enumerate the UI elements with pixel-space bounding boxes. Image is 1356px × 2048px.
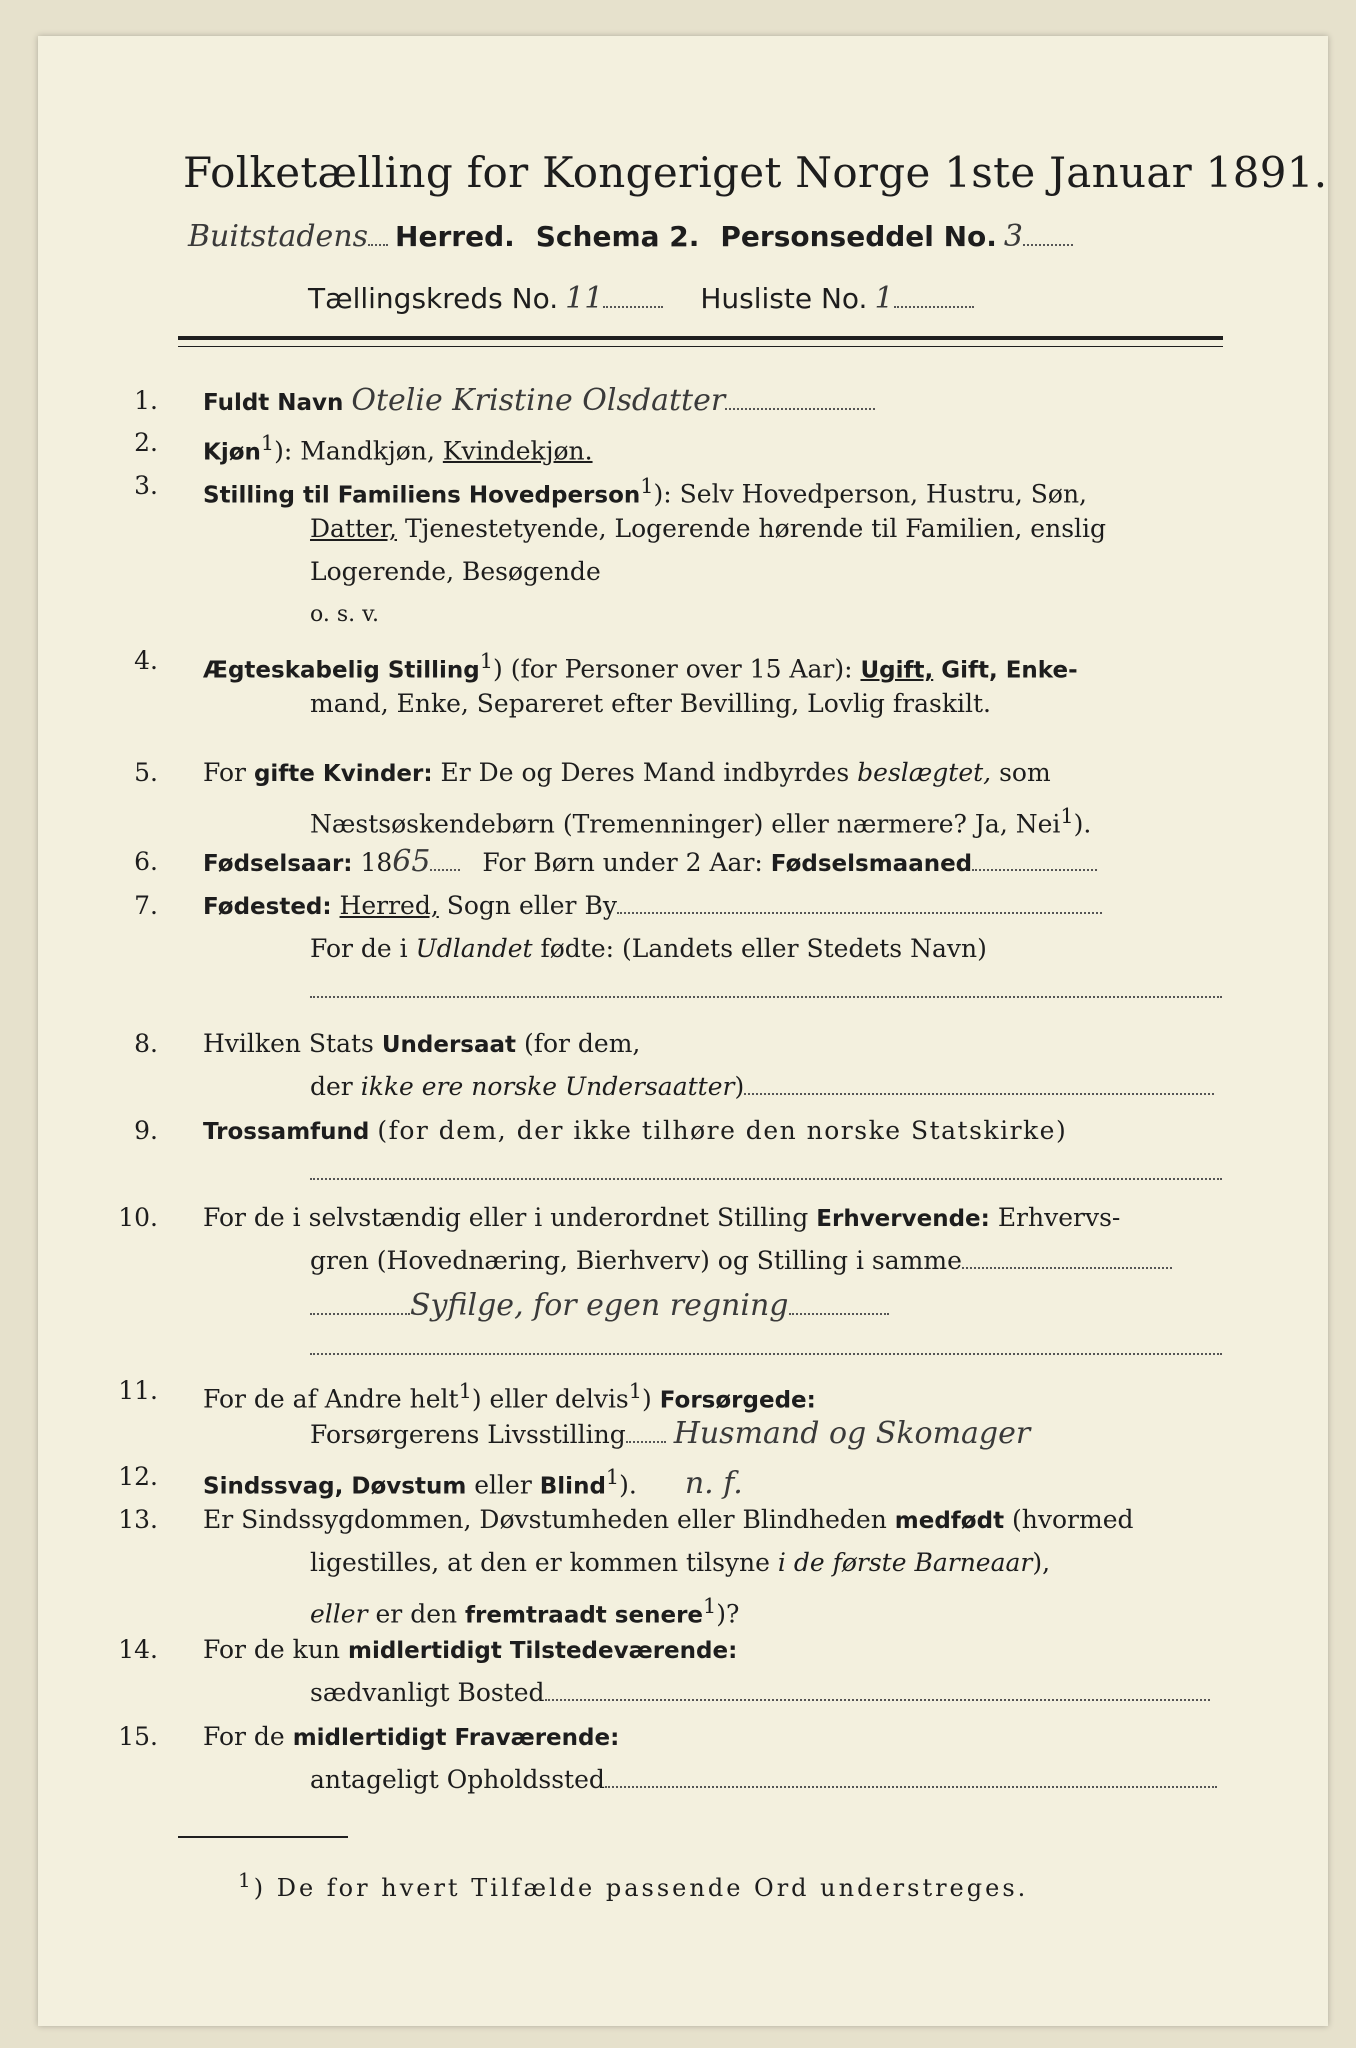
personseddel-value: 3 [1003, 219, 1024, 254]
disability-value: n. f. [684, 1466, 743, 1502]
item-11-line-2: Forsørgerens Livsstilling Husmand og Skomager [310, 1416, 1031, 1451]
item-number: 9. [134, 1116, 158, 1145]
q9-label: Trossamfund [203, 1119, 370, 1145]
item-3-line-3: Logerende, Besøgende [310, 557, 601, 586]
q8-label: Undersaat [381, 1032, 517, 1058]
footnote: $^1$) De for hvert Tilfælde passende Ord understreges. [238, 1868, 1029, 1902]
header-rule-thick [178, 336, 1223, 340]
item-number: 5. [134, 758, 158, 787]
item-number: 6. [134, 847, 158, 876]
item-number: 8. [134, 1029, 158, 1058]
q12-label: Sindssvag, Døvstum [203, 1473, 467, 1500]
item-3-line-2: Datter, Tjenestetyende, Logerende hørende til Familien, enslig [310, 514, 1107, 543]
q13-label: medfødt [894, 1508, 1005, 1534]
q6-label: Fødselsaar: [203, 851, 353, 877]
footnote-rule [178, 1836, 348, 1838]
q11-label: Forsørgede: [659, 1387, 816, 1414]
herred-label: Herred. [395, 220, 515, 253]
q1-label: Fuldt Navn [203, 390, 344, 416]
item-number: 11. [118, 1376, 158, 1405]
item-7: Fødested: Herred, Sogn eller By [203, 886, 1102, 927]
schema-label: Schema 2. [535, 220, 700, 253]
item-12: Sindssvag, Døvstum eller Blind$^1$). n. f. [203, 1465, 743, 1502]
personseddel-label: Personseddel No. [720, 220, 997, 253]
item-number: 13. [118, 1505, 158, 1534]
husliste-label: Husliste No. [700, 282, 868, 315]
item-number: 2. [134, 428, 158, 457]
birth-year-value: 65 [392, 844, 431, 879]
herred-selected: Herred, [339, 891, 439, 920]
header-line-2 [188, 219, 1073, 254]
item-number: 15. [118, 1722, 158, 1751]
item-3: Stilling til Familiens Hovedperson$^1$): Selv Hovedperson, Hustru, Søn, [203, 474, 1087, 509]
husliste-value: 1 [874, 281, 894, 316]
q7-label: Fødested: [203, 894, 332, 920]
item-number: 3. [134, 471, 158, 500]
census-form [38, 36, 1328, 2026]
item-10-line-3 [310, 1286, 889, 1328]
item-10: For de i selvstændig eller i underordnet Stilling Erhvervende: Erhvervs- [203, 1203, 1121, 1232]
item-13-line-2: ligestilles, at den er kommen tilsyne i de første Barneaar), [310, 1548, 1051, 1577]
item-14: For de kun midlertidigt Tilstedeværende: [203, 1635, 738, 1664]
form-title: Folketælling for Kongeriget Norge 1ste Januar 1891. [183, 148, 1328, 197]
q4-label: Ægteskabelig Stilling [203, 657, 480, 684]
item-number: 4. [134, 646, 158, 675]
ugift-selected: Ugift, [860, 657, 934, 684]
item-1 [203, 381, 875, 423]
q14-label: midlertidigt Tilstedeværende: [347, 1638, 738, 1664]
header-rule-thin [178, 346, 1223, 347]
item-15: For de midlertidigt Fraværende: [203, 1722, 620, 1751]
full-name-value: Otelie Kristine Olsdatter [351, 383, 726, 418]
item-7-line-2: For de i Udlandet fødte: (Landets eller Stedets Navn) [310, 934, 987, 963]
taellingskreds-value: 11 [565, 281, 604, 316]
item-11: For de af Andre helt$^1$) eller delvis$^1$) Forsørgede: [203, 1379, 816, 1414]
item-number: 7. [134, 891, 158, 920]
datter-selected: Datter, [310, 514, 397, 543]
occupation-value: Syfilge, for egen regning [410, 1288, 789, 1323]
kvindekjon-selected: Kvindekjøn. [442, 436, 593, 466]
item-9: Trossamfund (for dem, der ikke tilhøre den norske Statskirke) [203, 1116, 1068, 1145]
q2-label: Kjøn [203, 439, 261, 466]
item-13: Er Sindssygdommen, Døvstumheden eller Blindheden medfødt (hvormed [203, 1505, 1134, 1534]
item-4: Ægteskabelig Stilling$^1$) (for Personer over 15 Aar): Ugift, Gift, Enke- [203, 649, 1078, 684]
item-15-line-2: antageligt Opholdssted [310, 1760, 1217, 1800]
item-number: 10. [118, 1203, 158, 1232]
q5-label: gifte Kvinder: [253, 761, 433, 787]
item-number: 12. [118, 1462, 158, 1491]
item-5-line-2: Næstsøskendebørn (Tremenninger) eller nærmere? Ja, Nei$^1$). [310, 804, 1092, 839]
item-5: For gifte Kvinder: Er De og Deres Mand indbyrdes beslægtet, som [203, 758, 1051, 787]
taellingskreds-label: Tællingskreds No. [308, 282, 559, 315]
item-2: Kjøn$^1$): Mandkjøn, Kvindekjøn. [203, 431, 593, 466]
item-14-line-2: sædvanligt Bosted [310, 1673, 1210, 1713]
herred-value: Buitstadens [188, 219, 369, 254]
item-3-line-4: o. s. v. [310, 602, 379, 627]
q10-label: Erhvervende: [816, 1206, 990, 1232]
q15-label: midlertidigt Fraværende: [292, 1725, 620, 1751]
item-4-line-2: mand, Enke, Separeret efter Bevilling, Lovlig fraskilt. [310, 689, 991, 718]
item-8: Hvilken Stats Undersaat (for dem, [203, 1029, 641, 1058]
item-number: 1. [134, 386, 158, 415]
item-8-line-2: der ikke ere norske Undersaatter) [310, 1067, 1214, 1107]
header-line-3 [308, 281, 974, 316]
item-13-line-3: eller er den fremtraadt senere$^1$)? [310, 1594, 740, 1629]
provider-occupation-value: Husmand og Skomager [673, 1416, 1031, 1451]
q3-label: Stilling til Familiens Hovedperson [203, 482, 641, 509]
item-6: Fødselsaar: 1865 For Børn under 2 Aar: Fødselsmaaned [203, 842, 1097, 884]
item-10-line-2: gren (Hovednæring, Bierhverv) og Stilling i samme [310, 1241, 1172, 1281]
item-number: 14. [118, 1635, 158, 1664]
